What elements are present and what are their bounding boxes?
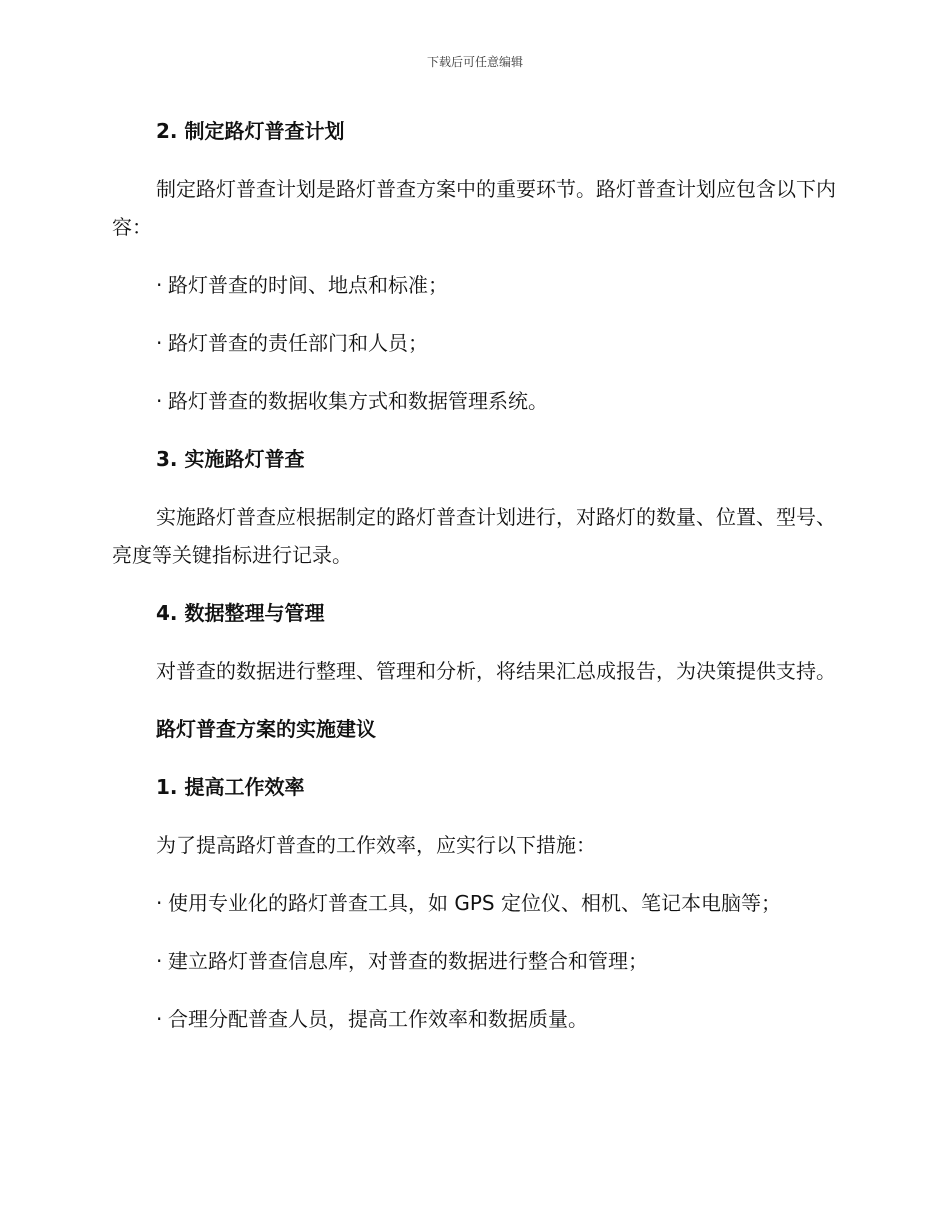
list-item <box>112 942 836 980</box>
list-item-text: 使用专业化的路灯普查工具，如 GPS 定位仪、相机、笔记本电脑等； <box>168 891 781 915</box>
list-item <box>112 884 836 922</box>
list-item-text: 合理分配普查人员，提高工作效率和数据质量。 <box>168 1007 588 1031</box>
subsection-heading-1: 1. 提高工作效率 <box>156 775 305 799</box>
section-3-paragraph: 实施路灯普查应根据制定的路灯普查计划进行，对路灯的数量、位置、型号、亮度等关键指标进行记录。 <box>112 505 836 567</box>
list-item-text: 建立路灯普查信息库，对普查的数据进行整合和管理； <box>168 949 648 973</box>
section-heading-2: 2. 制定路灯普查计划 <box>156 119 345 143</box>
bullet-icon: · <box>156 273 163 297</box>
bullet-icon: · <box>156 891 163 915</box>
document-body <box>112 112 836 1058</box>
list-item <box>112 324 836 362</box>
list-item <box>112 266 836 304</box>
bullet-icon: · <box>156 949 163 973</box>
section-heading-3: 3. 实施路灯普查 <box>156 447 305 471</box>
suggestions-heading: 路灯普查方案的实施建议 <box>156 717 376 741</box>
list-item-text: 路灯普查的责任部门和人员； <box>168 331 428 355</box>
section-heading-4: 4. 数据整理与管理 <box>156 601 325 625</box>
list-item <box>112 382 836 420</box>
list-item-text: 路灯普查的数据收集方式和数据管理系统。 <box>168 389 548 413</box>
section-2-paragraph: 制定路灯普查计划是路灯普查方案中的重要环节。路灯普查计划应包含以下内容： <box>112 177 836 239</box>
list-item-text: 路灯普查的时间、地点和标准； <box>168 273 448 297</box>
bullet-icon: · <box>156 331 163 355</box>
subsection-intro: 为了提高路灯普查的工作效率，应实行以下措施： <box>156 833 596 857</box>
page-header: 下载后可任意编辑 <box>426 55 523 69</box>
list-item <box>112 1000 836 1038</box>
bullet-icon: · <box>156 1007 163 1031</box>
section-4-paragraph: 对普查的数据进行整理、管理和分析，将结果汇总成报告，为决策提供支持。 <box>156 659 836 683</box>
bullet-icon: · <box>156 389 163 413</box>
